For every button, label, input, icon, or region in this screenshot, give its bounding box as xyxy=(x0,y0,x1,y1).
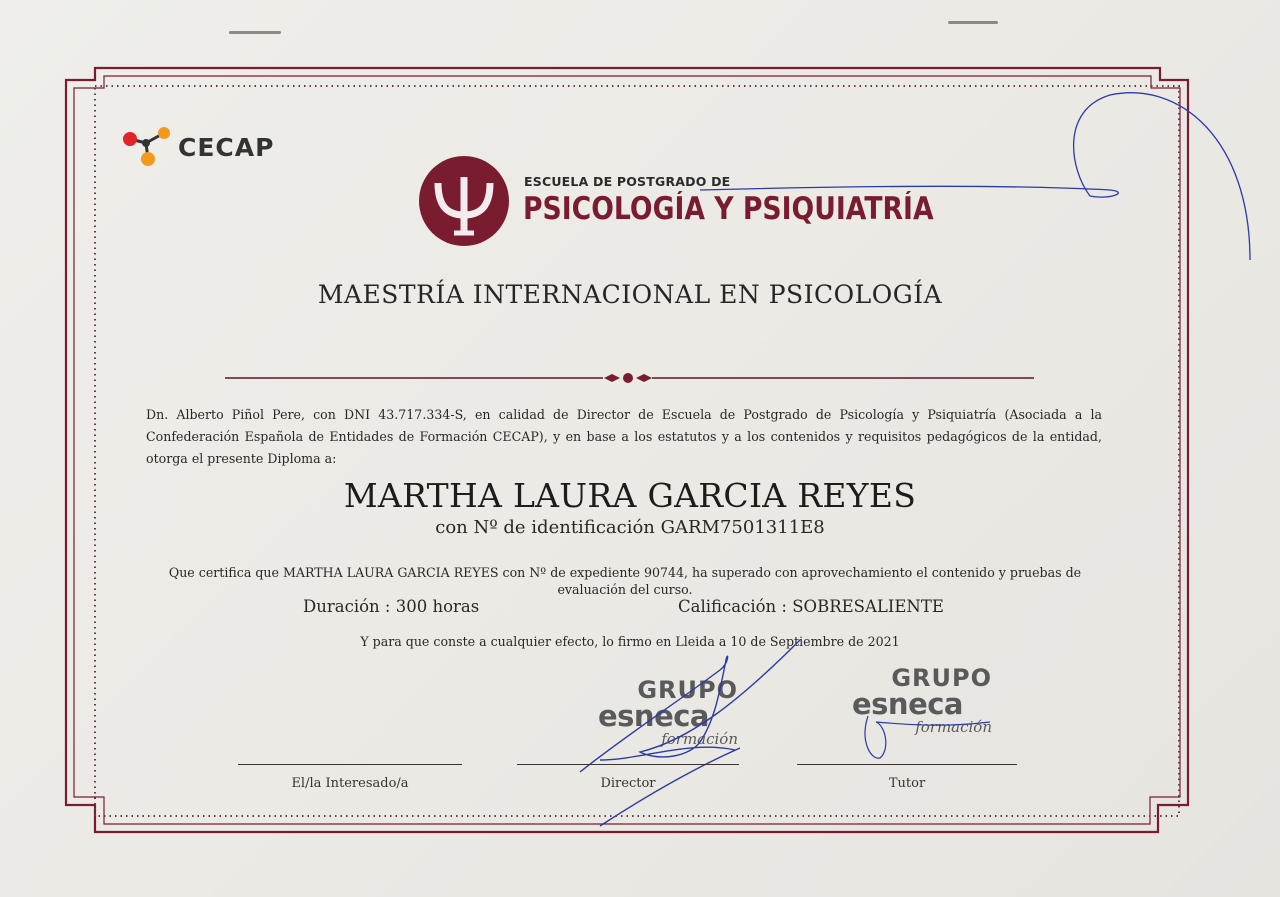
recipient-name: MARTHA LAURA GARCIA REYES xyxy=(343,476,917,515)
signature-label-interested: El/la Interesado/a xyxy=(291,776,409,791)
signature-line-interested xyxy=(238,764,462,765)
grade: Calificación : SOBRESALIENTE xyxy=(678,597,944,616)
stamp-esneca: esneca xyxy=(852,687,964,721)
school-subtitle: ESCUELA DE POSTGRADO DE xyxy=(524,174,731,189)
diploma-title: MAESTRÍA INTERNACIONAL EN PSICOLOGÍA xyxy=(317,280,943,309)
stamp-grupo: GRUPO xyxy=(891,664,992,692)
grade-label: Calificación xyxy=(678,597,777,616)
stamp-formacion: formación xyxy=(661,730,738,748)
duration-value: 300 horas xyxy=(395,597,480,616)
stamp-formacion: formación xyxy=(915,718,992,736)
stamp-esneca: esneca xyxy=(598,699,710,733)
signature-label-director: Director xyxy=(600,776,656,791)
certification-text: Que certifica que MARTHA LAURA GARCIA REYES con Nº de expediente 90744, ha superado con aprovechamiento el contenido y pruebas de evaluación del curso. xyxy=(168,565,1082,597)
intro-paragraph: Dn. Alberto Piñol Pere, con DNI 43.717.334-S, en calidad de Director de Escuela de Postgrado de Psicología y Psiquiatría (Asociada a la Confederación Española de Entidades de Formación CECAP), y en base a los estatutos y a los contenidos y requisitos pedagógicos de la entidad, otorga el presente Diploma a: xyxy=(146,407,1102,466)
place-date: Y para que conste a cualquier efecto, lo firmo en Lleida a 10 de Septiembre de 2021 xyxy=(360,634,900,649)
recipient-identification: con Nº de identificación GARM7501311E8 xyxy=(435,517,825,538)
signature-line-tutor xyxy=(797,764,1017,765)
duration: Duración : 300 horas xyxy=(303,597,480,616)
duration-label: Duración xyxy=(303,597,380,616)
school-name: PSICOLOGÍA Y PSIQUIATRÍA xyxy=(523,191,934,227)
cecap-wordmark: CECAP xyxy=(178,133,275,162)
grade-value: SOBRESALIENTE xyxy=(792,597,944,616)
signature-label-tutor: Tutor xyxy=(888,776,926,791)
stamp-grupo: GRUPO xyxy=(637,676,738,704)
signature-line-director xyxy=(517,764,739,765)
